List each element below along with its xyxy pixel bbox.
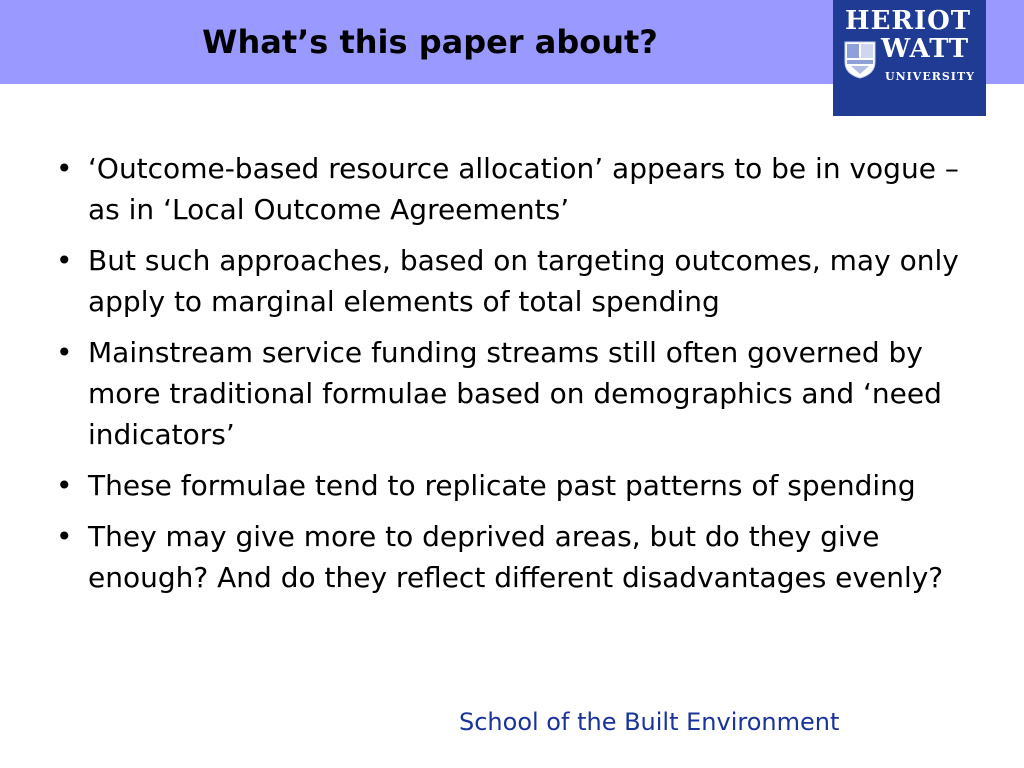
bullet-text: Mainstream service funding streams still often governed by more traditional formulae based on demographics and ‘need indicators’ — [88, 336, 942, 451]
bullet-icon: • — [56, 336, 73, 369]
bullet-text: These formulae tend to replicate past patterns of spending — [88, 469, 916, 502]
heriot-watt-logo — [833, 0, 986, 116]
bullet-text: But such approaches, based on targeting outcomes, may only apply to marginal elements of total spending — [88, 244, 959, 318]
bullet-item — [50, 332, 970, 455]
bullet-item — [50, 465, 970, 506]
footer-school-name: School of the Built Environment — [459, 708, 840, 736]
bullet-item — [50, 516, 970, 598]
slide-title: What’s this paper about? — [202, 23, 658, 61]
logo-line-3: UNIVERSITY — [885, 70, 975, 83]
bullet-icon: • — [56, 469, 73, 502]
crest-icon — [843, 40, 877, 80]
bullet-list — [50, 148, 970, 608]
bullet-icon: • — [56, 244, 73, 277]
logo-line-2: WATT — [881, 34, 970, 64]
bullet-icon: • — [56, 520, 73, 553]
bullet-item — [50, 148, 970, 230]
bullet-text: ‘Outcome-based resource allocation’ appears to be in vogue – as in ‘Local Outcome Agreements’ — [88, 152, 959, 226]
bullet-text: They may give more to deprived areas, but do they give enough? And do they reflect different disadvantages evenly? — [88, 520, 944, 594]
logo-line-1: HERIOT — [845, 6, 972, 36]
bullet-icon: • — [56, 152, 73, 185]
bullet-item — [50, 240, 970, 322]
